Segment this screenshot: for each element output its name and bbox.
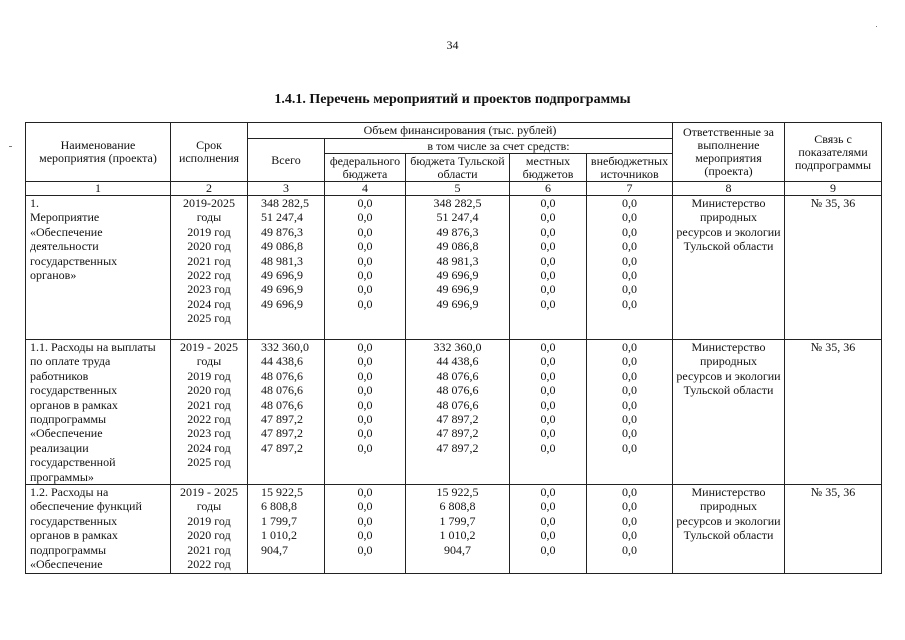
regional xyxy=(406,340,510,485)
federal-value: 0,0 xyxy=(357,268,373,283)
extrabudget xyxy=(587,485,673,574)
extrabudget xyxy=(587,196,673,340)
header-federal: федерального бюджета xyxy=(325,154,406,182)
federal-value: 0,0 xyxy=(357,282,373,297)
extrabudget-value: 0,0 xyxy=(622,528,637,543)
federal-value: 0,0 xyxy=(357,440,373,455)
column-number: 4 xyxy=(325,182,406,196)
regional-value: 51 247,4 xyxy=(436,210,479,225)
federal xyxy=(325,340,406,485)
total-value: 48 076,6 xyxy=(261,397,303,412)
term-value: 2021 год xyxy=(187,397,231,412)
regional-value: 6 808,8 xyxy=(439,499,476,514)
header-local: местных бюджетов xyxy=(510,154,587,182)
extrabudget-value: 0,0 xyxy=(622,224,637,239)
local-value: 0,0 xyxy=(540,397,556,412)
term-cell xyxy=(171,485,248,574)
extrabudget-value: 0,0 xyxy=(622,412,637,427)
measure-name-line: государственных xyxy=(30,383,118,398)
regional-value: 348 282,5 xyxy=(433,196,482,210)
total-value: 1 010,2 xyxy=(261,528,297,543)
term-value: 2021 год xyxy=(187,542,231,557)
table-row xyxy=(26,485,882,574)
column-number: 9 xyxy=(785,182,882,196)
total-value: 47 897,2 xyxy=(261,426,303,441)
federal-value: 0,0 xyxy=(357,253,373,268)
measure-name-line: органов» xyxy=(30,268,77,283)
table-row xyxy=(26,196,882,340)
federal-value: 0,0 xyxy=(357,528,373,543)
federal-value: 0,0 xyxy=(357,499,373,514)
extrabudget-value: 0,0 xyxy=(622,542,637,557)
regional xyxy=(406,196,510,340)
measure-name-line: государственных xyxy=(30,253,118,268)
extrabudget-value: 0,0 xyxy=(622,282,637,297)
table-row xyxy=(26,340,882,485)
total-value: 6 808,8 xyxy=(261,499,297,514)
total xyxy=(248,196,325,340)
federal-value: 0,0 xyxy=(357,368,373,383)
federal-value: 0,0 xyxy=(357,513,373,528)
term-value: 2019 - 2025 годы xyxy=(180,340,238,369)
measure-name-line: работников xyxy=(30,368,89,383)
total-value: 44 438,6 xyxy=(261,354,303,369)
local-value: 0,0 xyxy=(540,542,556,557)
federal-value: 0,0 xyxy=(357,426,373,441)
local-value: 0,0 xyxy=(540,499,556,514)
measure-name-line: подпрограммы xyxy=(30,542,107,557)
regional-value: 47 897,2 xyxy=(436,412,479,427)
extrabudget-value: 0,0 xyxy=(622,383,637,398)
local-value: 0,0 xyxy=(540,354,556,369)
regional-value: 49 086,8 xyxy=(436,239,479,254)
header-responsible: Ответственные за выполнение мероприятия (проекта) xyxy=(673,123,785,182)
federal-value: 0,0 xyxy=(357,397,373,412)
measure-name xyxy=(26,340,171,485)
local-value: 0,0 xyxy=(540,253,556,268)
extrabudget-value: 0,0 xyxy=(622,268,637,283)
measure-name-line: «Обеспечение xyxy=(30,557,103,572)
federal-value: 0,0 xyxy=(357,210,373,225)
indicator-links: № 35, 36 xyxy=(785,196,882,340)
term-value: 2025 год xyxy=(187,455,231,470)
scan-mark xyxy=(876,26,877,27)
regional-value: 49 696,9 xyxy=(436,268,479,283)
page-number: 34 xyxy=(446,38,459,52)
total-value: 49 086,8 xyxy=(261,239,303,254)
total-value: 49 696,9 xyxy=(261,268,303,283)
local xyxy=(510,196,587,340)
term-value: 2019 год xyxy=(187,224,231,239)
federal-value: 0,0 xyxy=(357,239,373,254)
regional-value: 48 076,6 xyxy=(436,383,479,398)
extrabudget-value: 0,0 xyxy=(622,513,637,528)
column-number: 7 xyxy=(587,182,673,196)
header-links: Связь с показателями подпрограммы xyxy=(785,123,882,182)
measure-name-line: органов в рамках xyxy=(30,397,118,412)
regional-value: 1 010,2 xyxy=(439,528,476,543)
total-value: 49 876,3 xyxy=(261,224,303,239)
regional-value: 47 897,2 xyxy=(436,426,479,441)
extrabudget-value: 0,0 xyxy=(622,296,637,311)
measure-name-line: программы» xyxy=(30,469,94,484)
measure-name-line: государственной xyxy=(30,455,116,470)
column-number: 8 xyxy=(673,182,785,196)
local-value: 0,0 xyxy=(540,440,556,455)
total xyxy=(248,340,325,485)
local-value: 0,0 xyxy=(540,383,556,398)
regional-value: 49 696,9 xyxy=(436,296,479,311)
column-number: 5 xyxy=(406,182,510,196)
regional-value: 904,7 xyxy=(444,542,471,557)
extrabudget xyxy=(587,340,673,485)
local-value: 0,0 xyxy=(540,528,556,543)
total-value: 332 360,0 xyxy=(261,340,309,354)
regional-value: 1 799,7 xyxy=(439,513,476,528)
total-value: 51 247,4 xyxy=(261,210,303,225)
total-value: 48 981,3 xyxy=(261,253,303,268)
measure-name-line: 1.2. Расходы на xyxy=(30,485,109,500)
indicator-links: № 35, 36 xyxy=(785,340,882,485)
local-value: 0,0 xyxy=(540,224,556,239)
extrabudget-value: 0,0 xyxy=(622,210,637,225)
extrabudget-value: 0,0 xyxy=(622,340,637,354)
federal-value: 0,0 xyxy=(357,354,373,369)
responsible: Министерство природных ресурсов и экологии Тульской области xyxy=(673,485,785,574)
measure-name-line: подпрограммы xyxy=(30,412,107,427)
measure-name-line: реализации xyxy=(30,440,89,455)
measure-name-line: 1.1. Расходы на выплаты xyxy=(30,340,156,354)
total-value: 49 696,9 xyxy=(261,282,303,297)
measure-name-line: «Обеспечение xyxy=(30,426,103,441)
total-value: 47 897,2 xyxy=(261,412,303,427)
term-value: 2022 год xyxy=(187,412,231,427)
regional-value: 49 876,3 xyxy=(436,224,479,239)
extrabudget-value: 0,0 xyxy=(622,196,637,210)
term-value: 2019 год xyxy=(187,513,231,528)
federal xyxy=(325,485,406,574)
extrabudget-value: 0,0 xyxy=(622,485,637,500)
header-including: в том числе за счет средств: xyxy=(325,139,673,154)
term-value: 2020 год xyxy=(187,383,231,398)
measure-name-line: деятельности xyxy=(30,239,99,254)
term-value: 2022 год xyxy=(187,557,231,572)
federal-value: 0,0 xyxy=(357,224,373,239)
total-value: 1 799,7 xyxy=(261,513,297,528)
regional-value: 48 981,3 xyxy=(436,253,479,268)
column-number: 2 xyxy=(171,182,248,196)
term-value: 2022 год xyxy=(187,268,231,283)
measure-name-line: государственных xyxy=(30,513,118,528)
term-cell xyxy=(171,196,248,340)
extrabudget-value: 0,0 xyxy=(622,499,637,514)
term-value: 2023 год xyxy=(187,426,231,441)
extrabudget-value: 0,0 xyxy=(622,397,637,412)
term-cell xyxy=(171,340,248,485)
total-value: 15 922,5 xyxy=(261,485,303,500)
extrabudget-value: 0,0 xyxy=(622,239,637,254)
term-value: 2020 год xyxy=(187,528,231,543)
term-value: 2020 год xyxy=(187,239,231,254)
total-value: 48 076,6 xyxy=(261,383,303,398)
term-value: 2019 - 2025 годы xyxy=(180,485,238,514)
term-value: 2021 год xyxy=(187,253,231,268)
regional-value: 48 076,6 xyxy=(436,368,479,383)
measure-name-line: «Обеспечение xyxy=(30,224,103,239)
total-value: 49 696,9 xyxy=(261,296,303,311)
local-value: 0,0 xyxy=(540,239,556,254)
federal-value: 0,0 xyxy=(357,412,373,427)
local-value: 0,0 xyxy=(540,412,556,427)
header-name: Наименование мероприятия (проекта) xyxy=(26,123,171,182)
local-value: 0,0 xyxy=(540,485,556,500)
term-value: 2019 год xyxy=(187,368,231,383)
header-total: Всего xyxy=(248,139,325,182)
regional-value: 15 922,5 xyxy=(436,485,479,500)
header-extrabudget: внебюджетных источников xyxy=(587,154,673,182)
measure-name-line: по оплате труда xyxy=(30,354,111,369)
header-regional: бюджета Тульской области xyxy=(406,154,510,182)
total-value: 348 282,5 xyxy=(261,196,309,210)
header-funding: Объем финансирования (тыс. рублей) xyxy=(248,123,673,139)
local-value: 0,0 xyxy=(540,426,556,441)
responsible: Министерство природных ресурсов и экологии Тульской области xyxy=(673,340,785,485)
indicator-links: № 35, 36 xyxy=(785,485,882,574)
local-value: 0,0 xyxy=(540,282,556,297)
local-value: 0,0 xyxy=(540,210,556,225)
measures-table xyxy=(25,122,882,574)
column-number: 1 xyxy=(26,182,171,196)
federal-value: 0,0 xyxy=(357,340,373,354)
extrabudget-value: 0,0 xyxy=(622,253,637,268)
local-value: 0,0 xyxy=(540,268,556,283)
extrabudget-value: 0,0 xyxy=(622,426,637,441)
regional-value: 48 076,6 xyxy=(436,397,479,412)
local-value: 0,0 xyxy=(540,296,556,311)
local-value: 0,0 xyxy=(540,196,556,210)
measure-name xyxy=(26,485,171,574)
extrabudget-value: 0,0 xyxy=(622,440,637,455)
total-value: 904,7 xyxy=(261,542,288,557)
scan-mark xyxy=(9,146,12,147)
local xyxy=(510,340,587,485)
measure-name-line: органов в рамках xyxy=(30,528,118,543)
federal-value: 0,0 xyxy=(357,542,373,557)
regional-value: 47 897,2 xyxy=(436,440,479,455)
local-value: 0,0 xyxy=(540,340,556,354)
document-title: 1.4.1. Перечень мероприятий и проектов подпрограммы xyxy=(274,92,631,107)
column-number: 6 xyxy=(510,182,587,196)
regional xyxy=(406,485,510,574)
total xyxy=(248,485,325,574)
local xyxy=(510,485,587,574)
term-value: 2019-2025 годы xyxy=(183,196,235,225)
measure-name-line: обеспечение функций xyxy=(30,499,142,514)
federal-value: 0,0 xyxy=(357,196,373,210)
federal-value: 0,0 xyxy=(357,383,373,398)
regional-value: 332 360,0 xyxy=(433,340,482,354)
column-number: 3 xyxy=(248,182,325,196)
term-value: 2023 год xyxy=(187,282,231,297)
federal-value: 0,0 xyxy=(357,296,373,311)
responsible: Министерство природных ресурсов и экологии Тульской области xyxy=(673,196,785,340)
federal xyxy=(325,196,406,340)
column-number-row xyxy=(26,182,882,196)
term-value: 2024 год xyxy=(187,440,231,455)
header-term: Срок исполнения xyxy=(171,123,248,182)
total-value: 48 076,6 xyxy=(261,368,303,383)
measure-name-line: Мероприятие xyxy=(30,210,100,225)
federal-value: 0,0 xyxy=(357,485,373,500)
term-value: 2024 год xyxy=(187,296,231,311)
measure-name xyxy=(26,196,171,340)
measure-name-line: 1. xyxy=(30,196,39,210)
regional-value: 44 438,6 xyxy=(436,354,479,369)
local-value: 0,0 xyxy=(540,513,556,528)
extrabudget-value: 0,0 xyxy=(622,354,637,369)
local-value: 0,0 xyxy=(540,368,556,383)
total-value: 47 897,2 xyxy=(261,440,303,455)
regional-value: 49 696,9 xyxy=(436,282,479,297)
term-value: 2025 год xyxy=(187,311,231,326)
extrabudget-value: 0,0 xyxy=(622,368,637,383)
